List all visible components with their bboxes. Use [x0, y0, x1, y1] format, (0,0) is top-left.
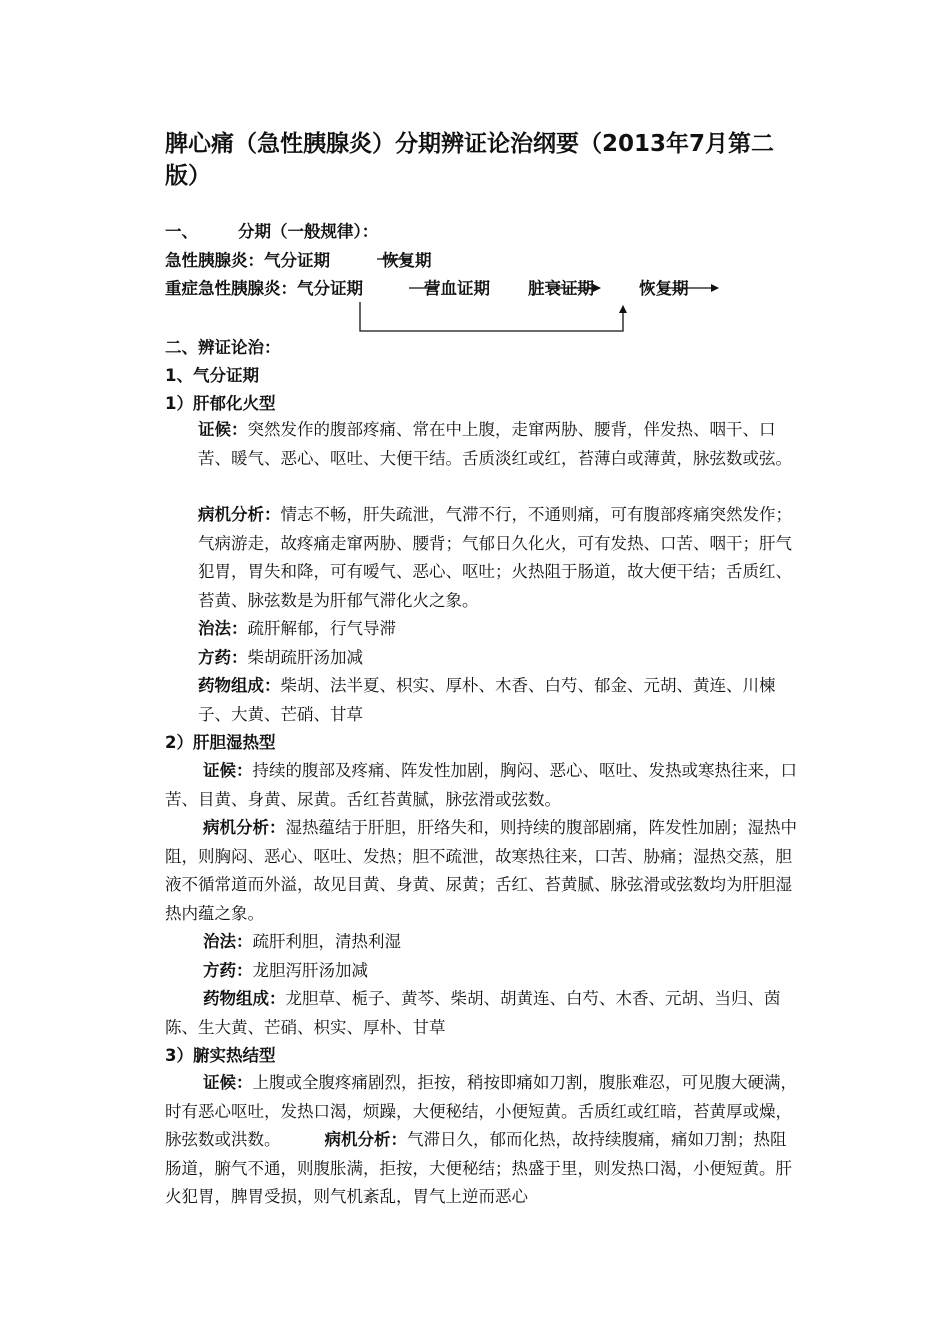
type1-symptoms — [198, 416, 798, 473]
type1-treatment-label: 治法： — [198, 619, 248, 638]
type2-heading: 2）肝胆湿热型 — [165, 733, 276, 752]
type1-treatment-text: 疏肝解郁，行气导滞 — [247, 619, 396, 638]
type2-analysis-text: 湿热蕴结于肝胆，肝络失和，则持续的腹部剧痛，阵发性加剧；湿热中阻，则胸闷、恶心、呕吐、发热；胆不疏泄，故寒热往来，口苦、胁痛；湿热交蒸，胆液不循常道而外溢，故见目黄、身黄、尿黄；舌红、苔黄腻、脉弦滑或弦数均为肝胆湿热内蕴之象。 — [165, 818, 797, 923]
severe-stage-qifen: 气分证期 — [297, 279, 363, 298]
stage-flow-arrows — [0, 0, 950, 400]
section1-heading-number: 一、 — [165, 222, 198, 241]
severe-label: 重症急性胰腺炎： — [165, 279, 297, 298]
type2-treatment-text: 疏肝利胆，清热利湿 — [252, 932, 401, 951]
section2-sub1: 1、气分证期 — [165, 366, 259, 385]
severe-stage-recovery: 恢复期 — [639, 279, 689, 298]
type3-analysis-text: 气滞日久，郁而化热，故持续腹痛，痛如刀割；热阻肠道，腑气不通，则腹胀满，拒按，大便秘结；热盛于里，则发热口渴，小便短黄。肝火犯胃，脾胃受损，则气机紊乱，胃气上逆而恶心 — [165, 1130, 792, 1206]
type3-heading: 3）腑实热结型 — [165, 1046, 276, 1065]
type1-prescription — [198, 644, 798, 673]
type2-analysis — [165, 814, 800, 928]
type1-analysis — [198, 501, 798, 615]
type1-symptoms-label: 证候： — [198, 420, 248, 439]
type1-analysis-label: 病机分析： — [198, 505, 281, 524]
severe-stage-yingxue: 营血证期 — [424, 279, 490, 298]
type1-analysis-text: 情志不畅，肝失疏泄，气滞不行，不通则痛，可有腹部疼痛突然发作；气病游走，故疼痛走窜两胁、腰背；气郁日久化火，可有发热、口苦、咽干；肝气犯胃，胃失和降，可有嗳气、恶心、呕吐；火热阻于肠道，故大便干结；舌质红、苔黄、脉弦数是为肝郁气滞化火之象。 — [198, 505, 792, 610]
severe-stage-zangshuai: 脏衰证期 — [528, 279, 594, 298]
type2-symptoms-label: 证候： — [203, 761, 253, 780]
type1-herbs-label: 药物组成： — [198, 676, 281, 695]
type1-symptoms-text: 突然发作的腹部疼痛、常在中上腹，走窜两胁、腰背，伴发热、咽干、口苦、暖气、恶心、呕吐、大便干结。舌质淡红或红，苔薄白或薄黄，脉弦数或弦。 — [198, 420, 792, 468]
document-title: 脾心痛（急性胰腺炎）分期辨证论治纲要（2013年7月第二版） — [165, 131, 775, 189]
type2-treatment-label: 治法： — [203, 932, 253, 951]
type3-symptoms-label: 证候： — [203, 1073, 253, 1092]
acute-stage-recovery: 恢复期 — [382, 251, 432, 270]
type3-analysis-label: 病机分析： — [324, 1130, 407, 1149]
acute-label: 急性胰腺炎： — [165, 251, 264, 270]
type3-symptoms-text: 上腹或全腹疼痛剧烈，拒按，稍按即痛如刀割，腹胀难忍，可见腹大硬满，时有恶心呕吐，发热口渴，烦躁，大便秘结，小便短黄。舌质红或红暗，苔黄厚或燥，脉弦数或洪数。 — [165, 1073, 797, 1149]
type2-treatment — [165, 928, 800, 957]
bypass-arrow — [360, 302, 623, 331]
section2-heading: 二、辨证论治： — [165, 338, 281, 357]
type1-herbs — [198, 672, 798, 729]
type1-prescription-text: 柴胡疏肝汤加减 — [247, 648, 363, 667]
type2-symptoms — [165, 757, 800, 814]
type2-prescription-label: 方药： — [203, 961, 253, 980]
type3-symptoms-and-analysis — [165, 1069, 800, 1212]
type2-herbs-label: 药物组成： — [203, 989, 286, 1008]
type2-herbs — [165, 985, 800, 1042]
type1-treatment — [198, 615, 798, 644]
type1-prescription-label: 方药： — [198, 648, 248, 667]
type1-heading: 1）肝郁化火型 — [165, 394, 276, 413]
type2-symptoms-text: 持续的腹部及疼痛、阵发性加剧，胸闷、恶心、呕吐、发热或寒热往来，口苦、目黄、身黄、尿黄。舌红苔黄腻，脉弦滑或弦数。 — [165, 761, 797, 809]
type2-analysis-label: 病机分析： — [203, 818, 286, 837]
type1-herbs-text: 柴胡、法半夏、枳实、厚朴、木香、白芍、郁金、元胡、黄连、川楝子、大黄、芒硝、甘草 — [198, 676, 776, 724]
type2-prescription-text: 龙胆泻肝汤加减 — [252, 961, 368, 980]
type2-prescription — [165, 957, 800, 986]
section1-heading-text: 分期（一般规律）： — [238, 222, 379, 241]
type2-herbs-text: 龙胆草、栀子、黄芩、柴胡、胡黄连、白芍、木香、元胡、当归、茵陈、生大黄、芒硝、枳实、厚朴、甘草 — [165, 989, 781, 1037]
acute-stage-qifen: 气分证期 — [264, 251, 330, 270]
